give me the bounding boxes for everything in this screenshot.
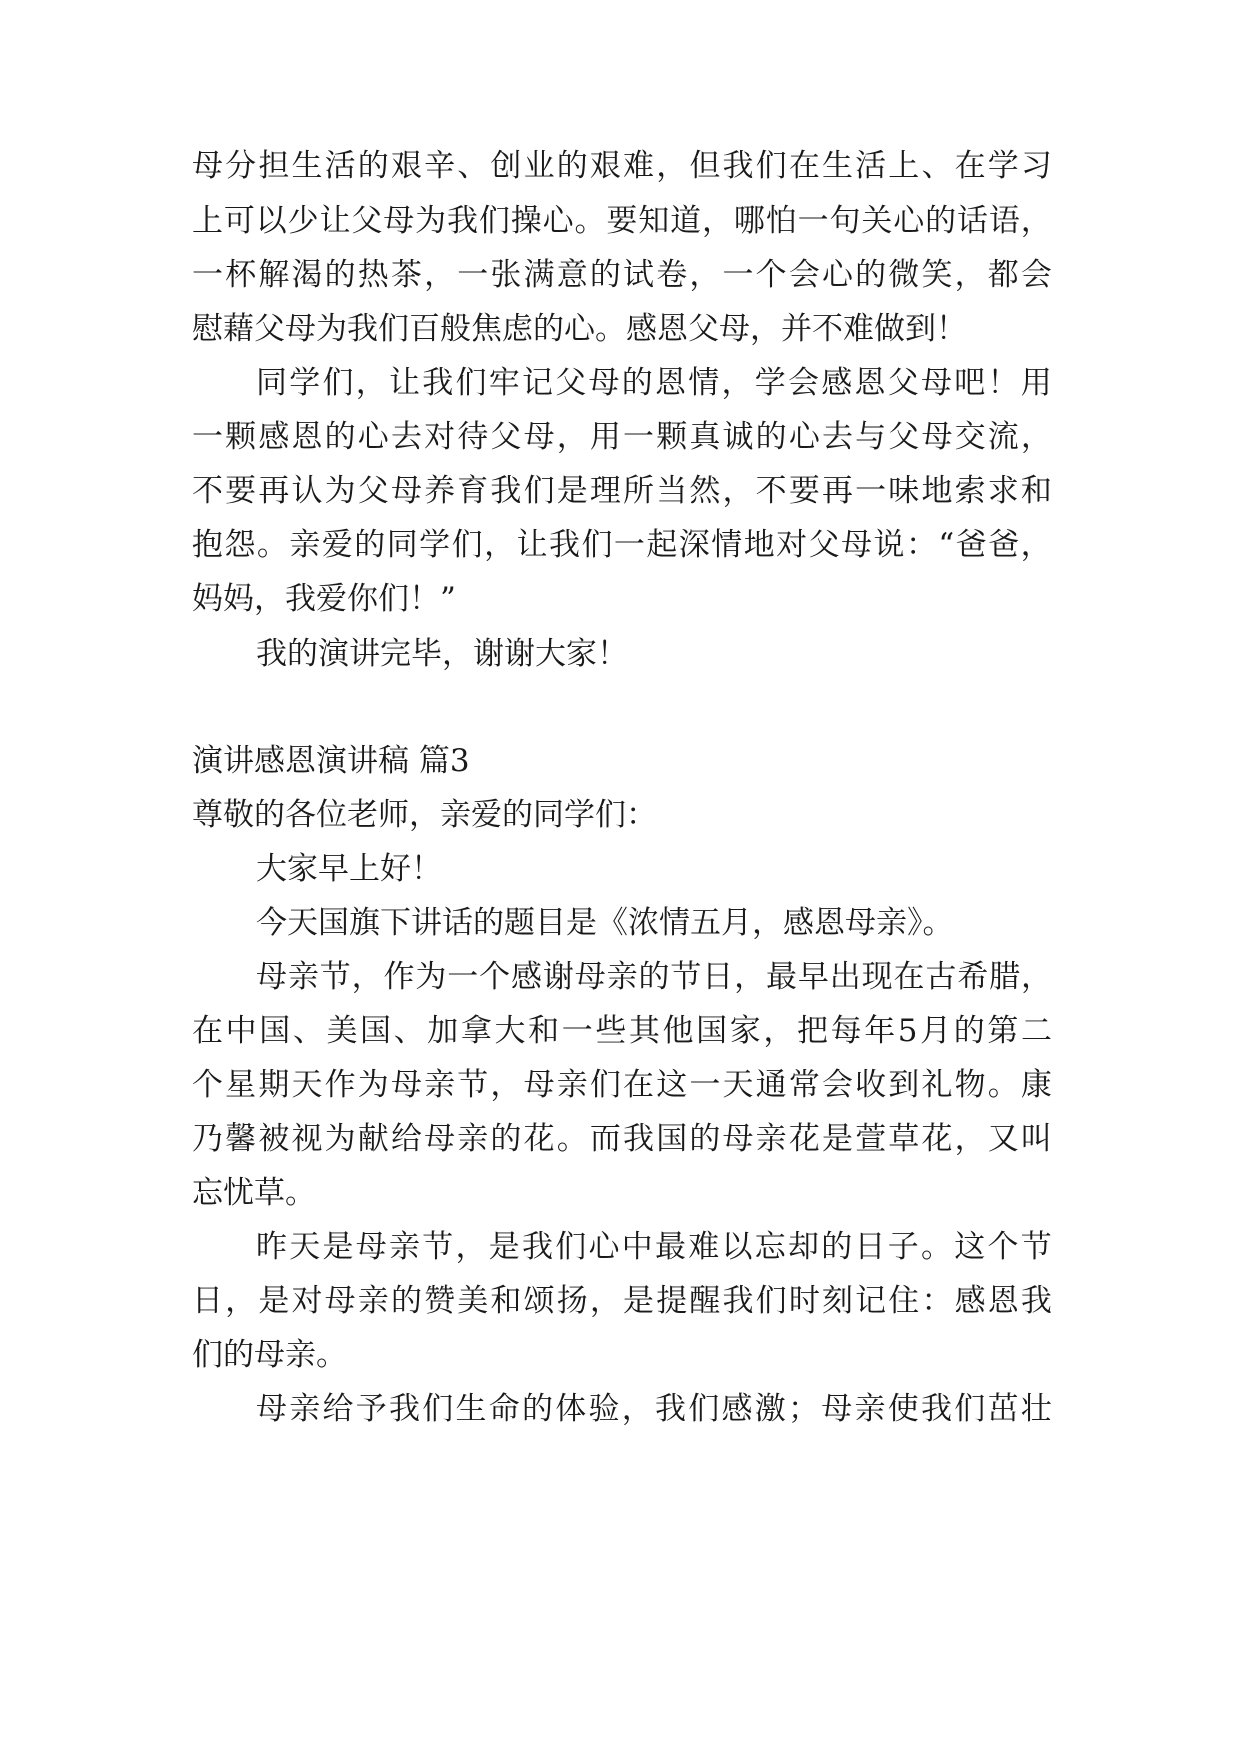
paragraph-line: 母 亲 节 ， 作 为 一 个 感 谢 母 亲 的 节 日 ， 最 早 出 现 在 古 希 腊 ， xyxy=(256,959,1052,995)
paragraph-line: 昨 天 是 母 亲 节 ， 是 我 们 心 中 最 难 以 忘 却 的 日 子 。 这 个 节 xyxy=(256,1229,1052,1265)
salutation: 尊敬的各位老师，亲爱的同学们： xyxy=(192,797,657,833)
paragraph-line: 母 亲 给 予 我 们 生 命 的 体 验 ， 我 们 感 激 ； 母 亲 使 我 们 茁 壮 xyxy=(256,1391,1052,1427)
paragraph-line: 个 星 期 天 作 为 母 亲 节 ， 母 亲 们 在 这 一 天 通 常 会 收 到 礼 物 。 康 xyxy=(192,1067,1052,1103)
topic-line: 今天国旗下讲话的题目是《浓情五月，感恩母亲》。 xyxy=(256,905,954,941)
paragraph-line: 上 可 以 少 让 父 母 为 我 们 操 心 。 要 知 道 ， 哪 怕 一 句 关 心 的 话 语 ， xyxy=(192,203,1052,239)
paragraph-line: 妈妈，我爱你们！” xyxy=(192,581,456,617)
closing-line: 我的演讲完毕，谢谢大家！ xyxy=(256,636,628,672)
paragraph-line: 一 颗 感 恩 的 心 去 对 待 父 母 ， 用 一 颗 真 诚 的 心 去 与 父 母 交 流 ， xyxy=(192,419,1052,455)
paragraph-line: 抱 怨 。 亲 爱 的 同 学 们 ， 让 我 们 一 起 深 情 地 对 父 母 说 ： “ 爸 爸 ， xyxy=(192,527,1052,563)
paragraph-line: 母 分 担 生 活 的 艰 辛 、 创 业 的 艰 难 ， 但 我 们 在 生 活 上 、 在 学 习 xyxy=(192,148,1052,184)
paragraph-line: 乃 馨 被 视 为 献 给 母 亲 的 花 。 而 我 国 的 母 亲 花 是 萱 草 花 ， 又 叫 xyxy=(192,1121,1052,1157)
section-heading: 演讲感恩演讲稿 篇3 xyxy=(192,743,470,779)
paragraph-line: 日 ， 是 对 母 亲 的 赞 美 和 颂 扬 ， 是 提 醒 我 们 时 刻 记 住 ： 感 恩 我 xyxy=(192,1283,1052,1319)
paragraph-line: 不 要 再 认 为 父 母 养 育 我 们 是 理 所 当 然 ， 不 要 再 一 味 地 索 求 和 xyxy=(192,473,1052,509)
paragraph-line: 在 中 国 、 美 国 、 加 拿 大 和 一 些 其 他 国 家 ， 把 每 年 5 月 的 第 二 xyxy=(192,1013,1052,1049)
paragraph-line: 慰藉父母为我们百般焦虑的心。感恩父母，并不难做到！ xyxy=(192,311,967,347)
paragraph-line: 一 杯 解 渴 的 热 茶 ， 一 张 满 意 的 试 卷 ， 一 个 会 心 的 微 笑 ， 都 会 xyxy=(192,257,1052,293)
greeting: 大家早上好！ xyxy=(256,851,442,887)
paragraph-line: 忘忧草。 xyxy=(192,1175,316,1211)
paragraph-line: 们的母亲。 xyxy=(192,1337,347,1373)
paragraph-line: 同 学 们 ， 让 我 们 牢 记 父 母 的 恩 情 ， 学 会 感 恩 父 母 吧 ！ 用 xyxy=(256,365,1052,401)
